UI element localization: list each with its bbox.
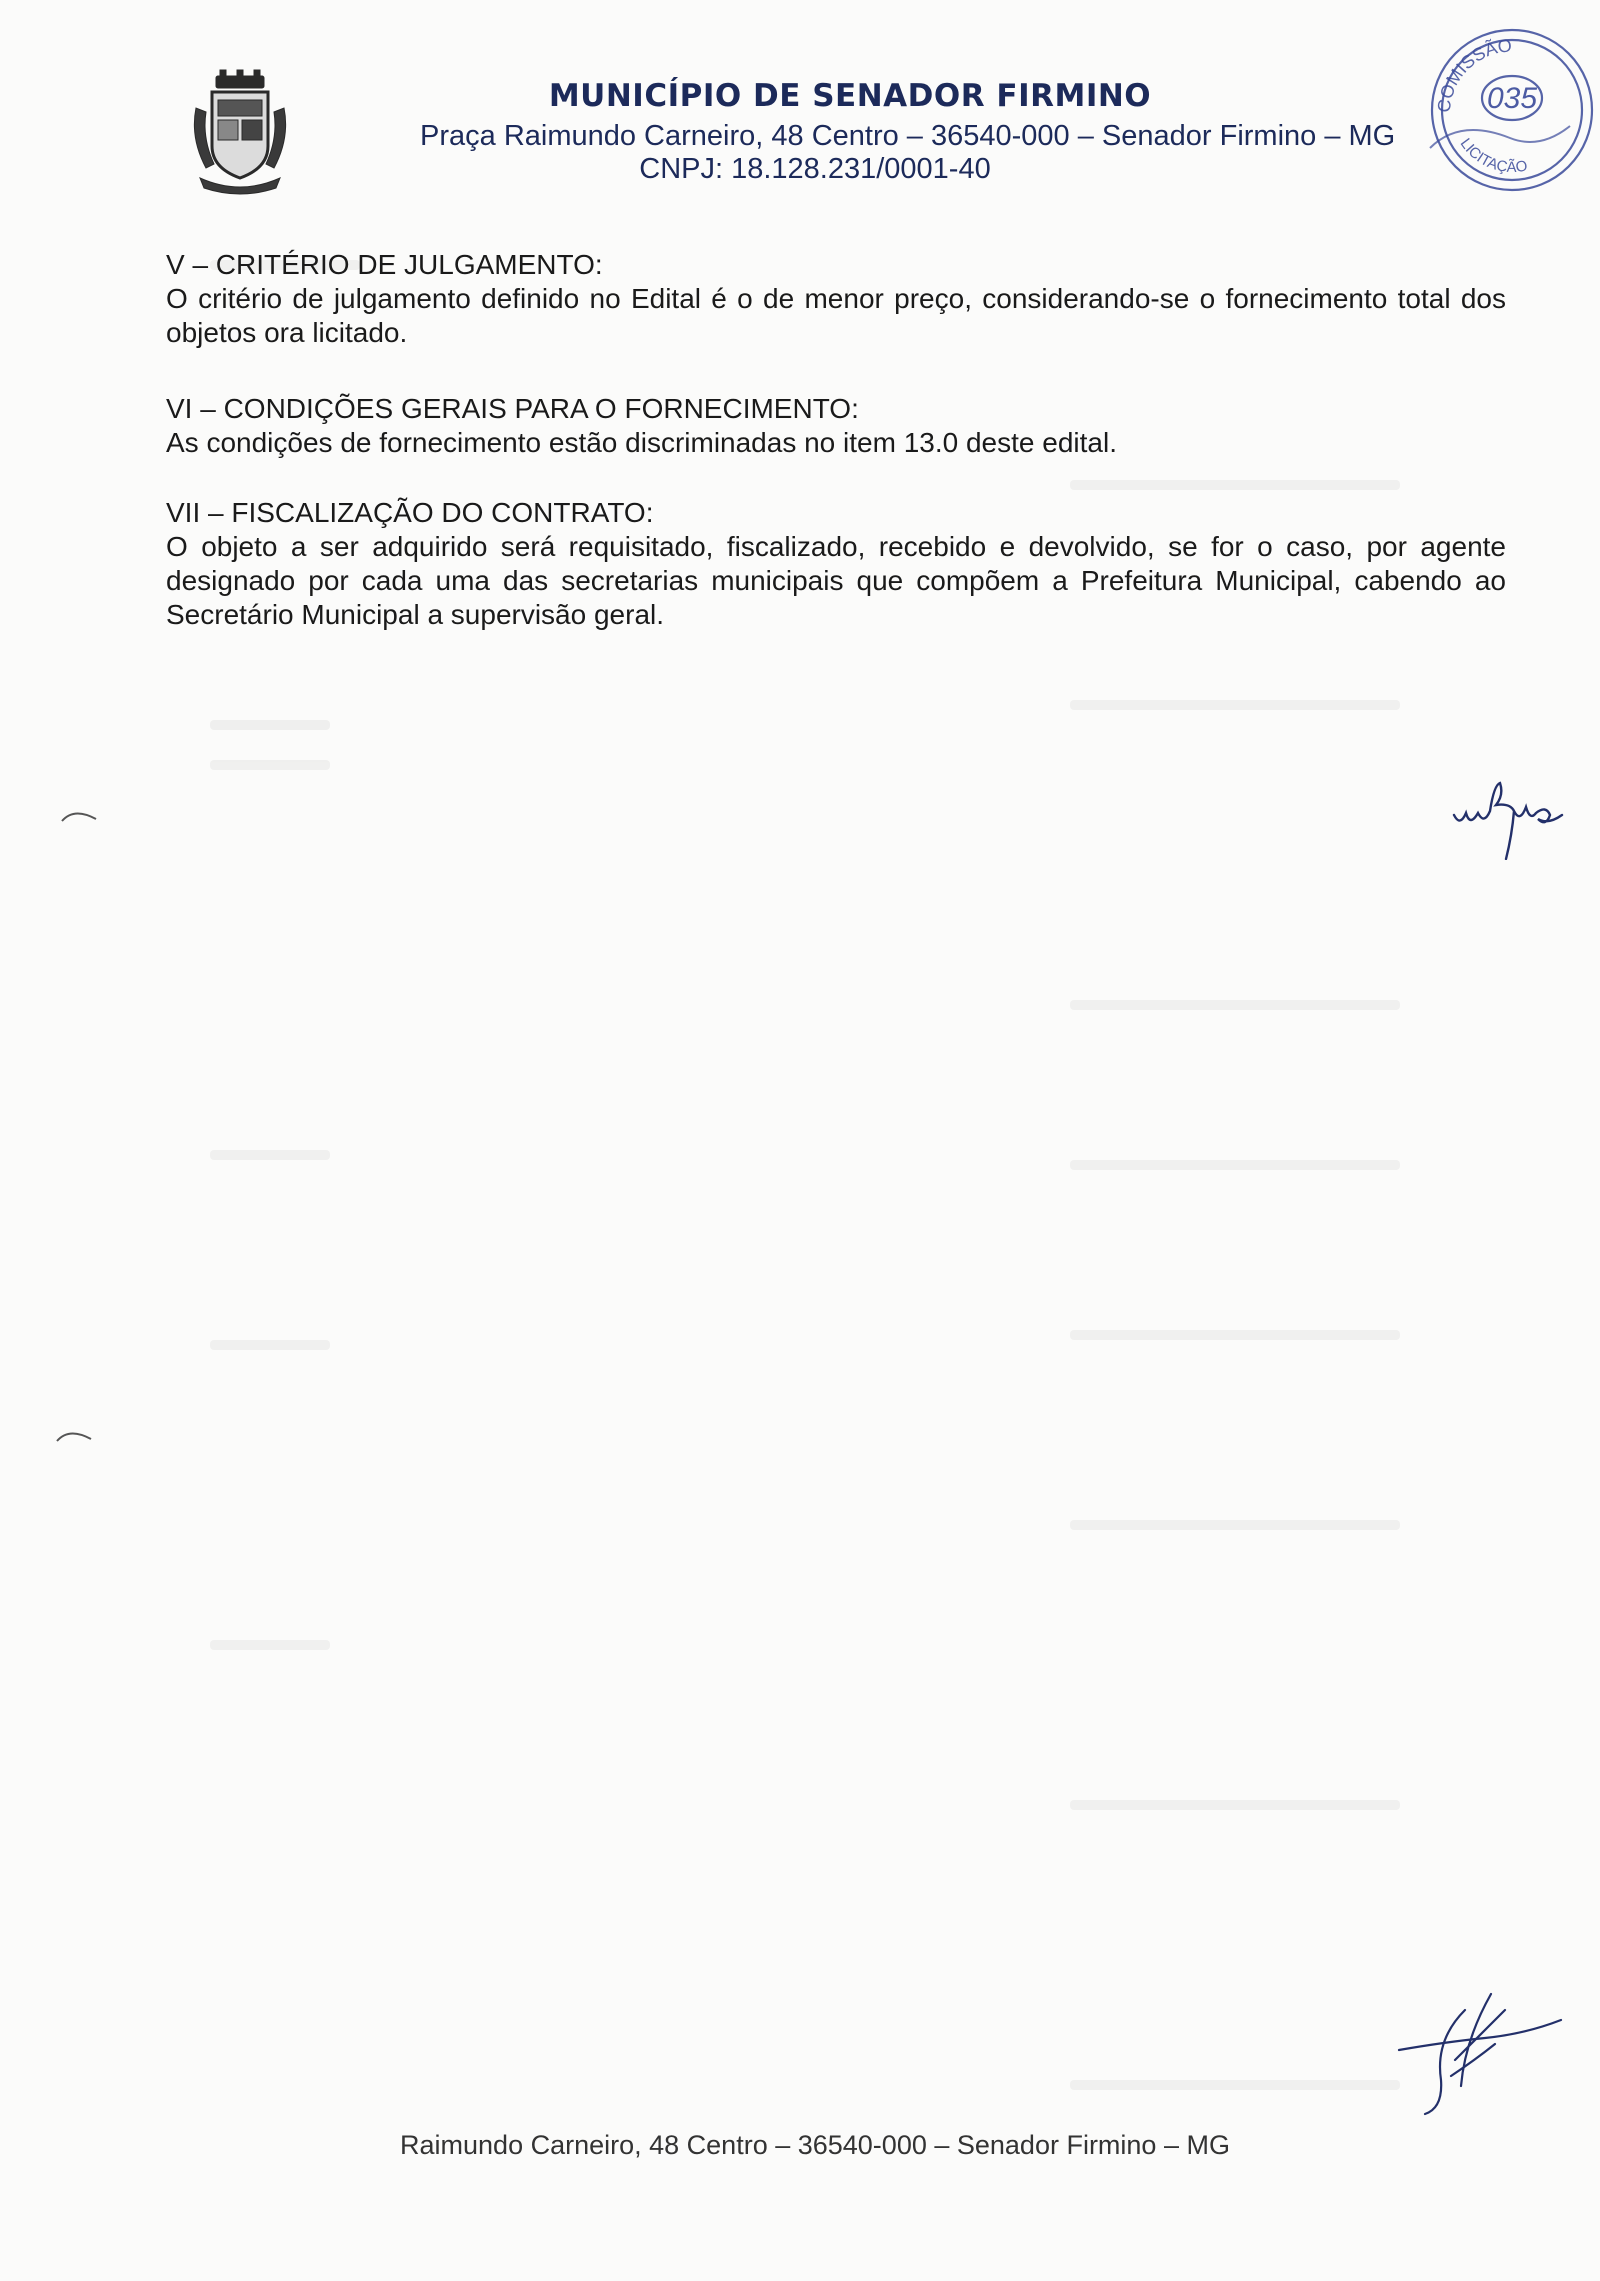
section-heading: V – CRITÉRIO DE JULGAMENTO: xyxy=(166,249,603,280)
header-title: MUNICÍPIO DE SENADOR FIRMINO xyxy=(548,78,1152,114)
margin-mark xyxy=(60,805,100,825)
handwritten-signature xyxy=(1395,1990,1565,2120)
section-fiscalizacao-contrato xyxy=(166,496,1506,632)
section-condicoes-gerais xyxy=(166,392,1506,460)
section-text: O critério de julgamento definido no Edital é o de menor preço, considerando-se o fornecimento total dos objetos ora licitado. xyxy=(166,283,1506,348)
section-text: O objeto a ser adquirido será requisitado, fiscalizado, recebido e devolvido, se for o caso, por agente designado por cada uma das secretarias municipais que compõem a Prefeitura Municipal, cabendo ao Secretário Municipal a supervisão geral. xyxy=(166,531,1506,630)
section-heading: VII – FISCALIZAÇÃO DO CONTRATO: xyxy=(166,497,654,528)
header-address: Praça Raimundo Carneiro, 48 Centro – 36540-000 – Senador Firmino – MG xyxy=(420,120,1396,152)
stamp-top-text: COMISSÃO xyxy=(1433,35,1513,114)
section-text: As condições de fornecimento estão discriminadas no item 13.0 deste edital. xyxy=(166,427,1117,458)
section-heading: VI – CONDIÇÕES GERAIS PARA O FORNECIMENTO: xyxy=(166,393,859,424)
stamp-bottom-text: LICITAÇÃO xyxy=(1456,135,1529,177)
commission-stamp xyxy=(1420,18,1600,203)
section-criterio-julgamento xyxy=(166,248,1506,350)
header-cnpj: CNPJ: 18.128.231/0001-40 xyxy=(639,153,991,185)
footer-address: Raimundo Carneiro, 48 Centro – 36540-000 – Senador Firmino – MG xyxy=(400,2130,1230,2160)
stamp-number: 035 xyxy=(1486,82,1538,115)
handwritten-initials xyxy=(1450,775,1570,860)
margin-mark xyxy=(55,1425,95,1445)
